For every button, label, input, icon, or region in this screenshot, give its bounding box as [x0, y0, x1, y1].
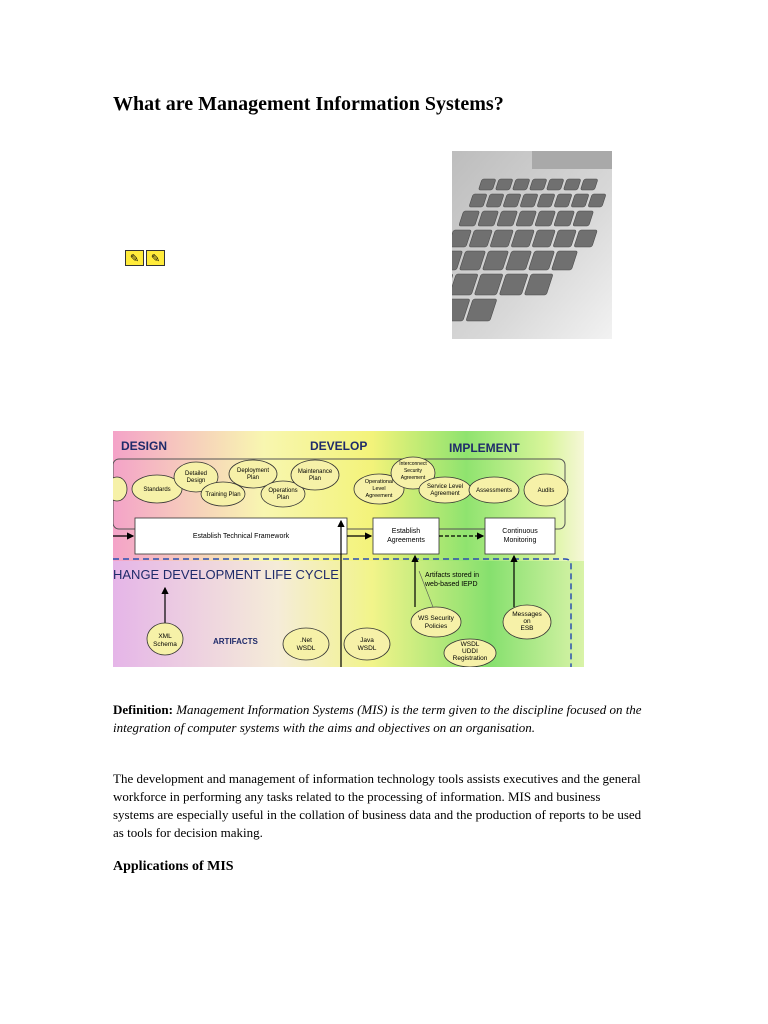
pencil-icon[interactable]: ✎ — [125, 250, 144, 266]
oval-net-wsdl: .Net WSDL — [296, 637, 316, 652]
oval-java-wsdl: Java WSDL — [357, 637, 377, 652]
section-heading: Applications of MIS — [113, 859, 234, 874]
definition-paragraph — [113, 701, 643, 737]
sdlc-diagram — [113, 431, 584, 667]
oval-service-level-agreement: Service Level Agreement — [426, 484, 464, 497]
definition-text: Management Information Systems (MIS) is the term given to the discipline focused on the integration of computer systems with the aims and objectives on an organisation. — [113, 702, 642, 735]
artifacts-note: Artifacts stored in web-based IEPD — [425, 572, 480, 588]
box-establish-agreements: Establish Agreements — [387, 528, 425, 544]
pencil-icon[interactable]: ✎ — [146, 250, 165, 266]
oval-training-plan: Training Plan — [205, 492, 241, 498]
artifacts-label: ARTIFACTS — [213, 637, 258, 646]
oval-standards: Standards — [143, 487, 171, 493]
oval-xml-schema: XML Schema — [153, 633, 177, 648]
oval-assessments: Assessments — [476, 488, 512, 494]
oval-maintenance-plan: Maintenance Plan — [297, 469, 333, 482]
box-continuous-monitoring: Continuous Monitoring — [502, 528, 538, 544]
page-title: What are Management Information Systems? — [113, 93, 504, 115]
oval-audits: Audits — [537, 488, 555, 494]
body-paragraph: The development and management of information technology tools assists executives and the general workforce in performing any tasks related to the processing of information. MIS and business systems are especially useful in the collation of business data and the production of reports to be used as tools for decision making. — [113, 771, 642, 840]
oval-deployment-plan: Deployment Plan — [236, 468, 270, 481]
oval-operational-level-agreement: Operational Level Agreement — [364, 479, 394, 499]
oval-detailed-design: Detailed Design — [184, 471, 208, 484]
keyboard-photo — [452, 151, 612, 339]
oval-messages-on-esb: Messages on ESB — [512, 611, 542, 632]
oval-wsdl-uddi-registration: WSDL UDDI Registration — [452, 641, 488, 662]
phase-develop: DEVELOP — [310, 439, 368, 453]
box-establish-technical-framework: Establish Technical Framework — [192, 533, 290, 540]
phase-implement: IMPLEMENT — [449, 441, 520, 455]
oval-ws-security-policies: WS Security Policies — [418, 615, 454, 630]
oval-operations-plan: Operations Plan — [268, 488, 298, 501]
phase-design: DESIGN — [121, 439, 168, 453]
oval-interconnect-security-agreement: Interconnect Security Agreement — [399, 461, 427, 481]
lifecycle-banner: HANGE DEVELOPMENT LIFE CYCLE — [113, 567, 339, 582]
toolbar-icons[interactable] — [125, 250, 165, 266]
definition-label: Definition: — [113, 702, 173, 717]
